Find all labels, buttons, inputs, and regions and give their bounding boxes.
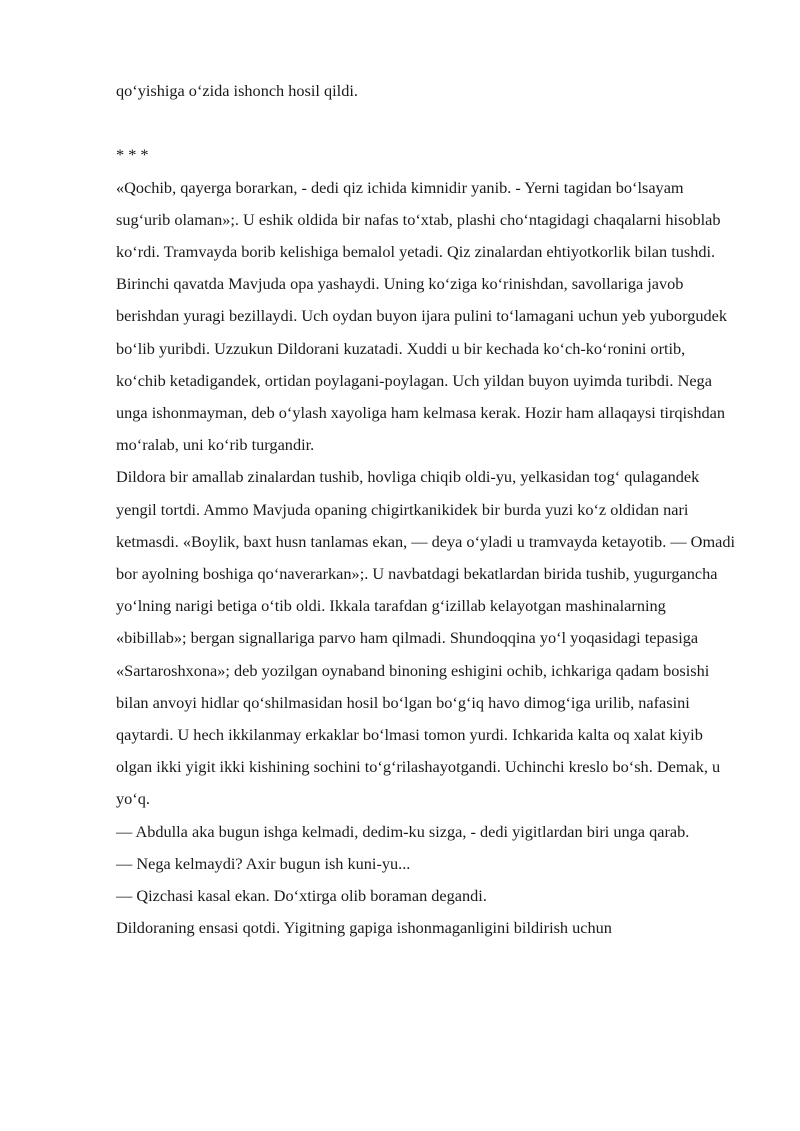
section-separator: * * * (116, 145, 149, 165)
document-body (116, 75, 736, 944)
paragraph: Dildoraning ensasi qotdi. Yigitning gapiga ishonmaganligini bildirish uchun (116, 918, 612, 938)
blank-line (116, 107, 736, 139)
dialogue-line: — Nega kelmaydi? Axir bugun ish kuni-yu... (116, 853, 411, 873)
paragraph: Dildora bir amallab zinalardan tushib, hovliga chiqib oldi-yu, yelkasidan tog‘ qulagandek yengil tortdi. Ammo Mavjuda opaning chigirtkanikidek bir burda yuzi ko‘z oldidan nari ketmasdi. «Boylik, baxt husn tanlamas ekan, — deya o‘yladi u tramvayda ketayotib. — Omadi bor ayolning boshiga qo‘naverarkan»;. U navbatdagi bekatlardan birida tushib, yugurgancha yo‘lning narigi betiga o‘tib oldi. Ikkala tarafdan g‘izillab kelayotgan mashinalarning «bibillab»; bergan signallariga parvo ham qilmadi. Shundoqqina yo‘l yoqasidagi tepasiga «Sartaroshxona»; deb yozilgan oynaband binoning eshigini ochib, ichkariga qadam bosishi bilan anvoyi hidlar qo‘shilmasidan hosil bo‘lgan bo‘g‘iq havo dimog‘iga urilib, nafasini qaytardi. U hech ikkilanmay erkaklar bo‘lmasi tomon yurdi. Ichkarida kalta oq xalat kiyib olgan ikki yigit ikki kishining sochini to‘g‘rilashayotgandi. Uchinchi kreslo bo‘sh. Demak, u yo‘q. (116, 467, 735, 809)
dialogue-line: — Abdulla aka bugun ishga kelmadi, dedim-ku sizga, - dedi yigitlardan biri unga qarab. (116, 821, 690, 841)
paragraph-opening-line: qo‘yishiga o‘zida ishonch hosil qildi. (116, 81, 358, 100)
paragraph: «Qochib, qayerga borarkan, - dedi qiz ichida kimnidir yanib. - Yerni tagidan bo‘lsayam sug‘urib olaman»;. U eshik oldida bir nafas to‘xtab, plashi cho‘ntagidagi chaqalarni hisoblab ko‘rdi. Tramvayda borib kelishiga bemalol yetadi. Qiz zinalardan ehtiyotkorlik bilan tushdi. Birinchi qavatda Mavjuda opa yashaydi. Uning ko‘ziga ko‘rinishdan, savollariga javob berishdan yuragi bezillaydi. Uch oydan buyon ijara pulini to‘lamagani uchun yeb yuborgudek bo‘lib yuribdi. Uzzukun Dildorani kuzatadi. Xuddi u bir kechada ko‘ch-ko‘ronini ortib, ko‘chib ketadigandek, ortidan poylagani-poylagan. Uch yildan buyon uyimda turibdi. Nega unga ishonmayman, deb o‘ylash xayoliga ham kelmasa kerak. Hozir ham allaqaysi tirqishdan mo‘ralab, uni ko‘rib turgandir. (116, 177, 727, 455)
dialogue-line: — Qizchasi kasal ekan. Do‘xtirga olib boraman degandi. (116, 886, 487, 906)
